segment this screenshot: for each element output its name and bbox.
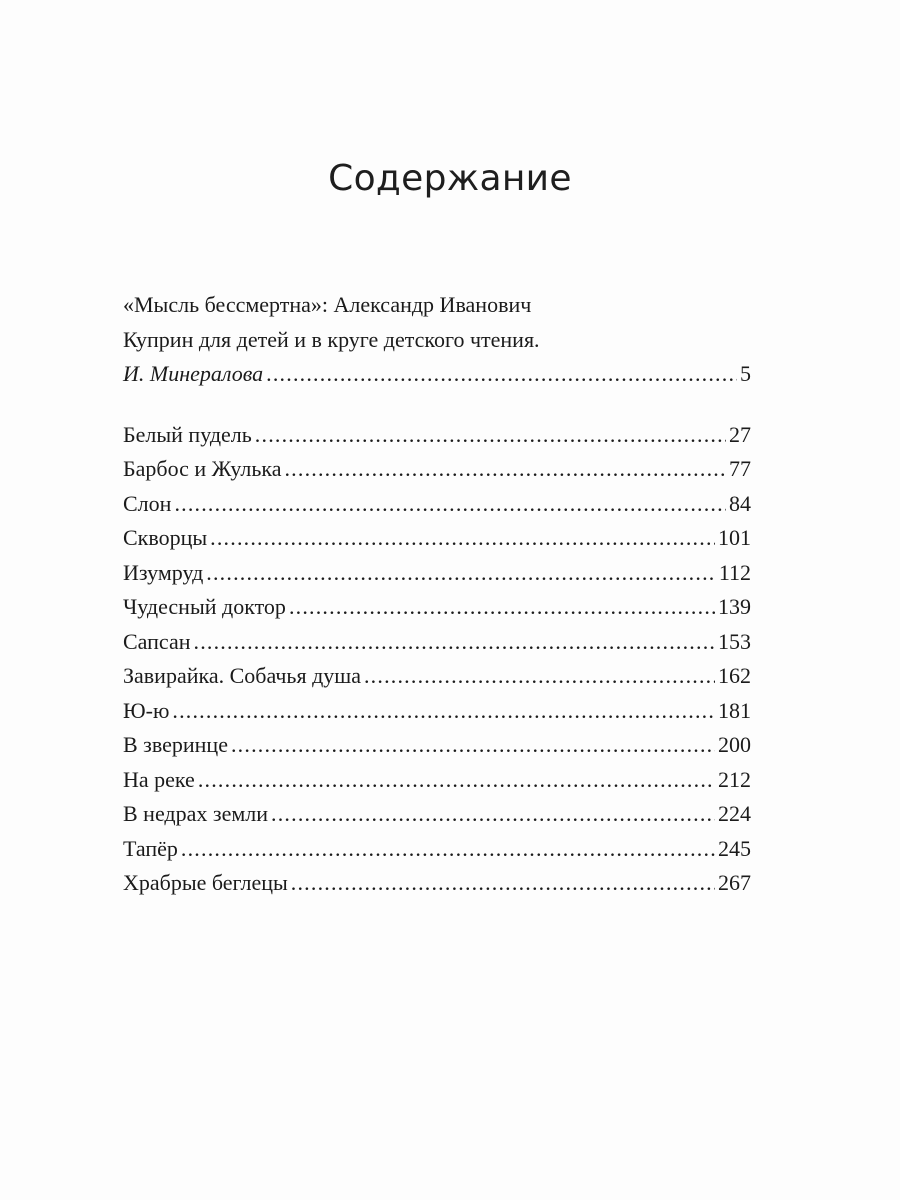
dot-leader — [210, 521, 715, 556]
dot-leader — [271, 797, 715, 832]
toc-entry — [123, 832, 751, 867]
entry-title: В недрах земли — [123, 801, 269, 826]
dot-leader — [266, 357, 737, 392]
dot-leader — [284, 452, 726, 487]
section-gap — [123, 392, 751, 418]
entry-title: На реке — [123, 766, 195, 792]
toc-entry — [123, 521, 751, 556]
page-title: Содержание — [328, 158, 572, 199]
entry-title: Слон — [123, 490, 172, 516]
dot-leader — [206, 556, 716, 591]
toc-entry — [123, 763, 751, 798]
entry-title: Сапсан — [123, 628, 191, 654]
toc-entry — [123, 487, 751, 522]
intro-title-line-2: Куприн для детей и в круге детского чтения. — [123, 326, 540, 352]
toc-entry — [123, 590, 751, 625]
dot-leader — [181, 832, 715, 867]
entry-title: Барбос и Жулька — [123, 456, 282, 481]
page-number: 212 — [718, 766, 751, 792]
page-number: 224 — [718, 801, 751, 826]
entry-title: В зверинце — [123, 732, 228, 757]
dot-leader — [194, 625, 716, 660]
dot-leader — [174, 487, 726, 522]
toc-entry — [123, 625, 751, 660]
toc-entry — [123, 659, 751, 694]
dot-leader — [231, 728, 715, 763]
toc-entry — [123, 556, 751, 591]
intro-author-entry — [123, 357, 751, 392]
toc-entry — [123, 728, 751, 763]
table-of-contents — [123, 288, 751, 901]
toc-entry — [123, 866, 751, 901]
dot-leader — [255, 418, 726, 453]
dot-leader — [172, 694, 715, 729]
entry-title: Белый пудель — [123, 421, 252, 447]
page-number: 245 — [718, 835, 751, 861]
page-number: 77 — [729, 456, 751, 481]
page-number: 112 — [718, 559, 751, 585]
page-number: 153 — [718, 628, 751, 654]
entry-title: Ю-ю — [123, 697, 170, 723]
dot-leader — [364, 659, 715, 694]
entry-title: Тапёр — [123, 835, 178, 861]
entry-title: Завирайка. Собачья душа — [123, 663, 361, 688]
entry-title: Скворцы — [123, 525, 208, 550]
dot-leader — [198, 763, 715, 798]
toc-entry — [123, 797, 751, 832]
page-number: 5 — [740, 361, 751, 386]
page-number: 139 — [718, 594, 751, 619]
intro-author: И. Минералова — [123, 361, 264, 386]
toc-entry — [123, 452, 751, 487]
entry-title: Изумруд — [123, 559, 204, 585]
page-number: 181 — [718, 697, 751, 723]
dot-leader — [289, 590, 715, 625]
intro-title-line-1: «Мысль бессмертна»: Александр Иванович — [123, 292, 532, 317]
page-number: 84 — [729, 490, 751, 516]
entry-title: Храбрые беглецы — [123, 870, 288, 895]
page-number: 162 — [718, 663, 751, 688]
toc-entry — [123, 694, 751, 729]
page-number: 267 — [718, 870, 751, 895]
entry-title: Чудесный доктор — [123, 594, 286, 619]
toc-entry — [123, 418, 751, 453]
page-number: 27 — [729, 421, 751, 447]
page-number: 200 — [718, 732, 751, 757]
dot-leader — [291, 866, 715, 901]
page-number: 101 — [718, 525, 751, 550]
